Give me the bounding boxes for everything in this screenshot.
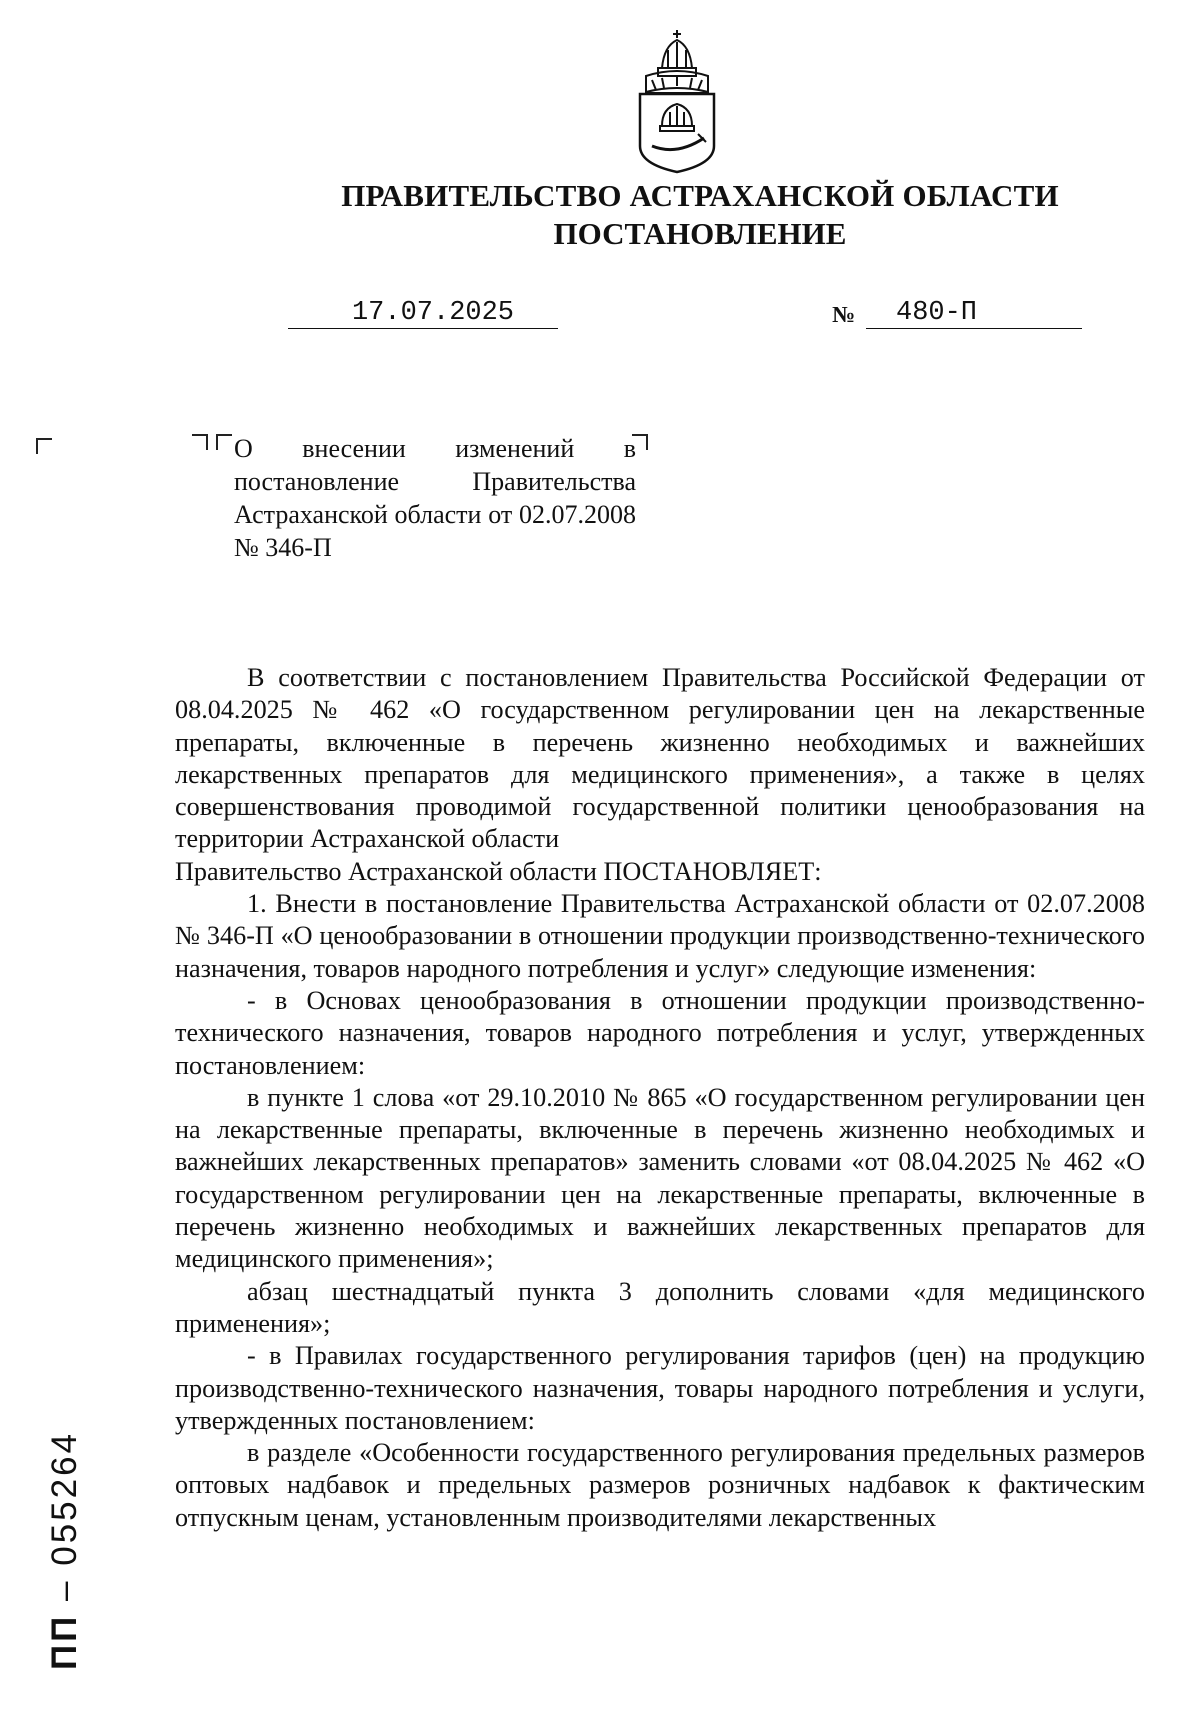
body-paragraph: в разделе «Особенности государственного регулирования предельных размеров оптовых надбавок и предельных размеров розничных надбавок к фактическим отпускным ценам, установленным производителями лекарственных: [175, 1438, 1145, 1532]
document-type-title: ПОСТАНОВЛЕНИЕ: [553, 216, 847, 251]
body-paragraph: В соответствии с постановлением Правительства Российской Федерации от 08.04.2025 № 462 «О государственном регулировании цен на лекарственные препараты, включенные в перечень жизненно необходимых и важнейших лекарственных препаратов для медицинского применения», а также в целях совершенствования проводимой государственной политики ценообразования на территории Астраханской области: [175, 663, 1145, 854]
body-paragraph: - в Правилах государственного регулирования тарифов (цен) на продукцию производственно-технического назначения, товары народного потребления и услуги, утвержденных постановлением:: [175, 1341, 1145, 1435]
document-date: 17.07.2025: [288, 298, 558, 329]
document-subject: О внесении изменений в постановление Правительства Астраханской области от 02.07.2008 № 346-П: [234, 434, 636, 562]
document-body: [175, 662, 1145, 1534]
body-paragraph: абзац шестнадцатый пункта 3 дополнить словами «для медицинского применения»;: [175, 1276, 1145, 1338]
organization-title: ПРАВИТЕЛЬСТВО АСТРАХАНСКОЙ ОБЛАСТИ: [341, 178, 1059, 213]
serial-number: 055264: [45, 1430, 84, 1566]
document-number: 480-П: [866, 298, 1082, 329]
subject-corner-mark: [216, 434, 232, 450]
body-paragraph: в пункте 1 слова «от 29.10.2010 № 865 «О государственном регулировании цен на лекарственные препараты, включенные в перечень жизненно необходимых и важнейших лекарственных препаратов» заменить словами «от 08.04.2025 № 462 «О государственном регулировании цен на лекарственные препараты, включенные в перечень жизненно необходимых и важнейших лекарственных препаратов для медицинского применения»;: [175, 1082, 1145, 1274]
serial-number-stamp: [45, 1431, 85, 1670]
margin-corner-mark: [36, 438, 52, 454]
coat-of-arms-icon: [632, 28, 722, 174]
number-sign: №: [832, 302, 856, 327]
body-paragraph: Правительство Астраханской области ПОСТАНОВЛЯЕТ:: [175, 856, 822, 886]
body-paragraph: 1. Внести в постановление Правительства Астраханской области от 02.07.2008 № 346-П «О ценообразовании в отношении продукции производственно-технического назначения, товаров народного потребления и услуг» следующие изменения:: [175, 889, 1145, 983]
subject-corner-mark: [192, 434, 208, 450]
serial-separator: –: [45, 1578, 84, 1601]
body-paragraph: - в Основах ценообразования в отношении продукции производственно-технического назначения, товаров народного потребления и услуг, утвержденных постановлением:: [175, 985, 1145, 1080]
serial-prefix: ПП: [45, 1613, 84, 1670]
